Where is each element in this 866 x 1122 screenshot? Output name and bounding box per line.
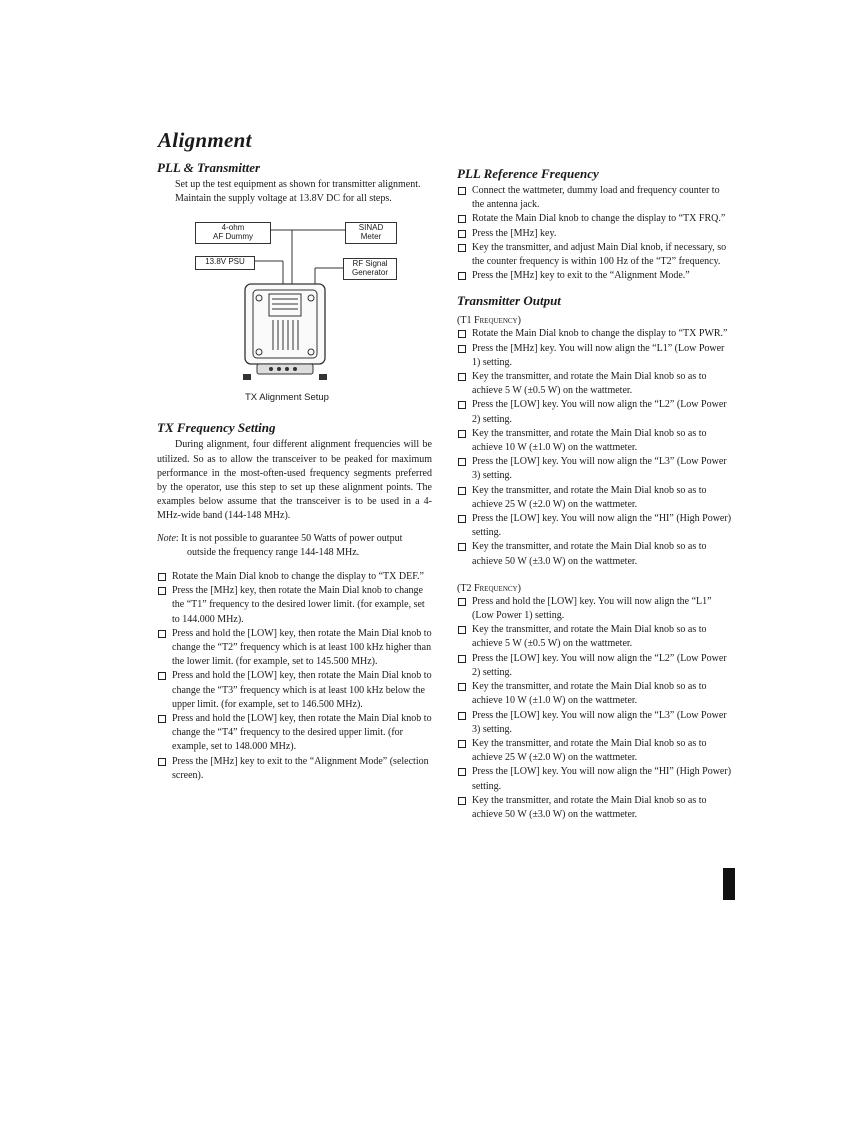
checkbox-icon: [158, 672, 166, 680]
tx-frequency-steps: [157, 570, 432, 783]
checkbox-icon: [158, 715, 166, 723]
checklist-item: [157, 584, 432, 627]
step-text: Press and hold the [LOW] key, then rotate the Main Dial knob to change the “T2” frequency which is at least 100 kHz higher than the lower limit. (for example, set to 145.500 MHz).: [172, 627, 432, 668]
step-text: Press the [LOW] key. You will now align the “L3” (Low Power 3) setting.: [472, 456, 727, 482]
step-text: Key the transmitter, and rotate the Main Dial knob so as to achieve 10 W (±1.0 W) on the wattmeter.: [472, 427, 707, 454]
psu-box: [195, 256, 255, 270]
checkbox-icon: [158, 573, 166, 581]
checkbox-icon: [158, 758, 166, 766]
step-text: Rotate the Main Dial knob to change the display to “TX DEF.”: [172, 571, 424, 583]
step-text: Key the transmitter, and rotate the Main Dial knob so as to achieve 5 W (±0.5 W) on the wattmeter.: [472, 371, 707, 397]
checklist-item: [157, 669, 432, 712]
af-dummy-label: 4-ohm AF Dummy: [213, 223, 253, 242]
t1-output-steps: [457, 327, 732, 568]
checkbox-icon: [458, 543, 466, 551]
transceiver-icon: [243, 284, 327, 380]
checkbox-icon: [458, 598, 466, 606]
section-heading-pll-transmitter: PLL & Transmitter: [157, 160, 261, 175]
step-text: Press the [MHz] key. You will now align the “L1” (Low Power 1) setting.: [472, 342, 725, 368]
checkbox-icon: [458, 487, 466, 495]
scan-edge-shadow: [723, 868, 735, 900]
step-text: Press and hold the [LOW] key. You will now align the “L1” (Low Power 1) setting.: [472, 595, 712, 622]
checklist-item: [457, 370, 732, 398]
step-text: Press the [LOW] key. You will now align the “HI” (High Power) setting.: [472, 766, 732, 792]
checkbox-icon: [458, 768, 466, 776]
sinad-meter-box: [345, 222, 397, 244]
checkbox-icon: [458, 683, 466, 691]
step-text: Press the [LOW] key. You will now align the “L2” (Low Power 2) setting.: [472, 652, 727, 678]
checkbox-icon: [158, 587, 166, 595]
checkbox-icon: [458, 330, 466, 338]
checklist-item: [457, 512, 732, 540]
pll-reference-steps: [457, 184, 732, 283]
checklist-item: [457, 427, 732, 455]
checklist-item: [457, 455, 732, 483]
checklist-item: [457, 184, 732, 212]
checkbox-icon: [458, 215, 466, 223]
note-label: Note: [157, 532, 176, 544]
checkbox-icon: [458, 712, 466, 720]
checklist-item: [457, 327, 732, 341]
checkbox-icon: [158, 630, 166, 638]
checklist-item: [457, 227, 732, 241]
checklist-item: [457, 269, 732, 283]
voltage-paragraph: Maintain the supply voltage at 13.8V DC for all steps.: [175, 193, 392, 205]
step-text: Press the [MHz] key, then rotate the Main Dial knob to change the “T1” frequency to the desired lower limit. (for example, set to 144.000 MHz).: [172, 585, 425, 625]
checklist-item: [457, 342, 732, 370]
section-heading-tx-frequency: TX Frequency Setting: [157, 420, 276, 436]
checklist-item: [457, 737, 732, 765]
checklist-item: [457, 212, 732, 226]
step-text: Key the transmitter, and rotate the Main Dial knob so as to achieve 25 W (±2.0 W) on the wattmeter.: [472, 484, 707, 510]
checklist-item: [157, 755, 432, 783]
checklist-item: [457, 241, 732, 269]
setup-paragraph: Set up the test equipment as shown for transmitter alignment.: [175, 179, 421, 190]
step-text: Connect the wattmeter, dummy load and frequency counter to the antenna jack.: [472, 185, 720, 211]
step-text: Press the [LOW] key. You will now align the “L2” (Low Power 2) setting.: [472, 399, 727, 425]
checklist-item: [157, 570, 432, 584]
step-text: Rotate the Main Dial knob to change the display to “TX PWR.”: [472, 328, 728, 340]
step-text: Press the [MHz] key to exit to the “Alignment Mode.”: [472, 270, 690, 282]
checkbox-icon: [458, 401, 466, 409]
checklist-item: [457, 680, 732, 708]
checklist-item: [457, 652, 732, 680]
t2-output-steps: [457, 595, 732, 822]
checkbox-icon: [458, 655, 466, 663]
checkbox-icon: [458, 373, 466, 381]
step-text: Press the [MHz] key.: [472, 227, 557, 239]
power-note: [157, 532, 432, 560]
tx-alignment-diagram: [157, 216, 432, 408]
step-text: Key the transmitter, and rotate the Main Dial knob so as to achieve 5 W (±0.5 W) on the wattmeter.: [472, 624, 707, 650]
rf-generator-box: [343, 258, 397, 280]
checkbox-icon: [458, 515, 466, 523]
t1-frequency-label: (T1 Frequency): [457, 315, 521, 327]
checklist-item: [457, 484, 732, 512]
checkbox-icon: [458, 430, 466, 438]
af-dummy-box: [195, 222, 271, 244]
checklist-item: [157, 627, 432, 670]
step-text: Press the [LOW] key. You will now align the “HI” (High Power) setting.: [472, 513, 732, 539]
checklist-item: [457, 765, 732, 793]
t2-frequency-label: (T2 Frequency): [457, 582, 521, 594]
step-text: Key the transmitter, and rotate the Main Dial knob so as to achieve 25 W (±2.0 W) on the wattmeter.: [472, 737, 707, 764]
step-text: Rotate the Main Dial knob to change the display to “TX FRQ.”: [472, 213, 726, 225]
rf-generator-label: RF Signal Generator: [351, 259, 389, 278]
section-heading-pll-reference: PLL Reference Frequency: [457, 166, 599, 181]
checkbox-icon: [458, 272, 466, 280]
checkbox-icon: [458, 458, 466, 466]
checklist-item: [457, 595, 732, 623]
checkbox-icon: [458, 345, 466, 353]
step-text: Press the [MHz] key to exit to the “Alignment Mode” (selection screen).: [172, 755, 429, 781]
left-column: [157, 160, 432, 783]
step-text: Key the transmitter, and rotate the Main Dial knob so as to achieve 10 W (±1.0 W) on the wattmeter.: [472, 681, 707, 707]
checkbox-icon: [458, 230, 466, 238]
checklist-item: [157, 712, 432, 755]
checklist-item: [457, 794, 732, 822]
tx-frequency-paragraph: During alignment, four different alignment frequencies will be utilized. So as to allow the transceiver to be peaked for maximum performance in the most-often-used frequency segments preferred by the operator, use this step to set up these alignment points. The examples below assume that the transceiver is to be used in a 4-MHz-wide band (144-148 MHz).: [157, 439, 432, 522]
checklist-item: [457, 623, 732, 651]
checkbox-icon: [458, 187, 466, 195]
step-text: Press the [LOW] key. You will now align the “L3” (Low Power 3) setting.: [472, 709, 727, 735]
step-text: Key the transmitter, and adjust Main Dial knob, if necessary, so the counter frequency is within 100 Hz of the “T2” frequency.: [472, 241, 727, 268]
page-title: Alignment: [158, 128, 252, 152]
section-heading-transmitter-output: Transmitter Output: [457, 293, 561, 309]
checkbox-icon: [458, 797, 466, 805]
sinad-meter-label: SINAD Meter: [358, 223, 384, 242]
checkbox-icon: [458, 626, 466, 634]
step-text: Press and hold the [LOW] key, then rotate the Main Dial knob to change the “T3” frequency which is at least 100 kHz below the upper limit. (for example, set to 146.500 MHz).: [172, 670, 432, 710]
checklist-item: [457, 398, 732, 426]
step-text: Key the transmitter, and rotate the Main Dial knob so as to achieve 50 W (±3.0 W) on the wattmeter.: [472, 794, 707, 820]
step-text: Key the transmitter, and rotate the Main Dial knob so as to achieve 50 W (±3.0 W) on the wattmeter.: [472, 541, 707, 567]
right-column: [457, 166, 732, 822]
checklist-item: [457, 540, 732, 568]
diagram-caption: TX Alignment Setup: [245, 392, 329, 404]
checkbox-icon: [458, 740, 466, 748]
checkbox-icon: [458, 244, 466, 252]
psu-label: 13.8V PSU: [205, 257, 245, 267]
note-text: : It is not possible to guarantee 50 Watts of power output outside the frequency range 144-148 MHz.: [175, 532, 403, 558]
step-text: Press and hold the [LOW] key, then rotate the Main Dial knob to change the “T4” frequency to the desired upper limit. (for example, set to 148.000 MHz).: [172, 713, 432, 753]
checklist-item: [457, 709, 732, 737]
